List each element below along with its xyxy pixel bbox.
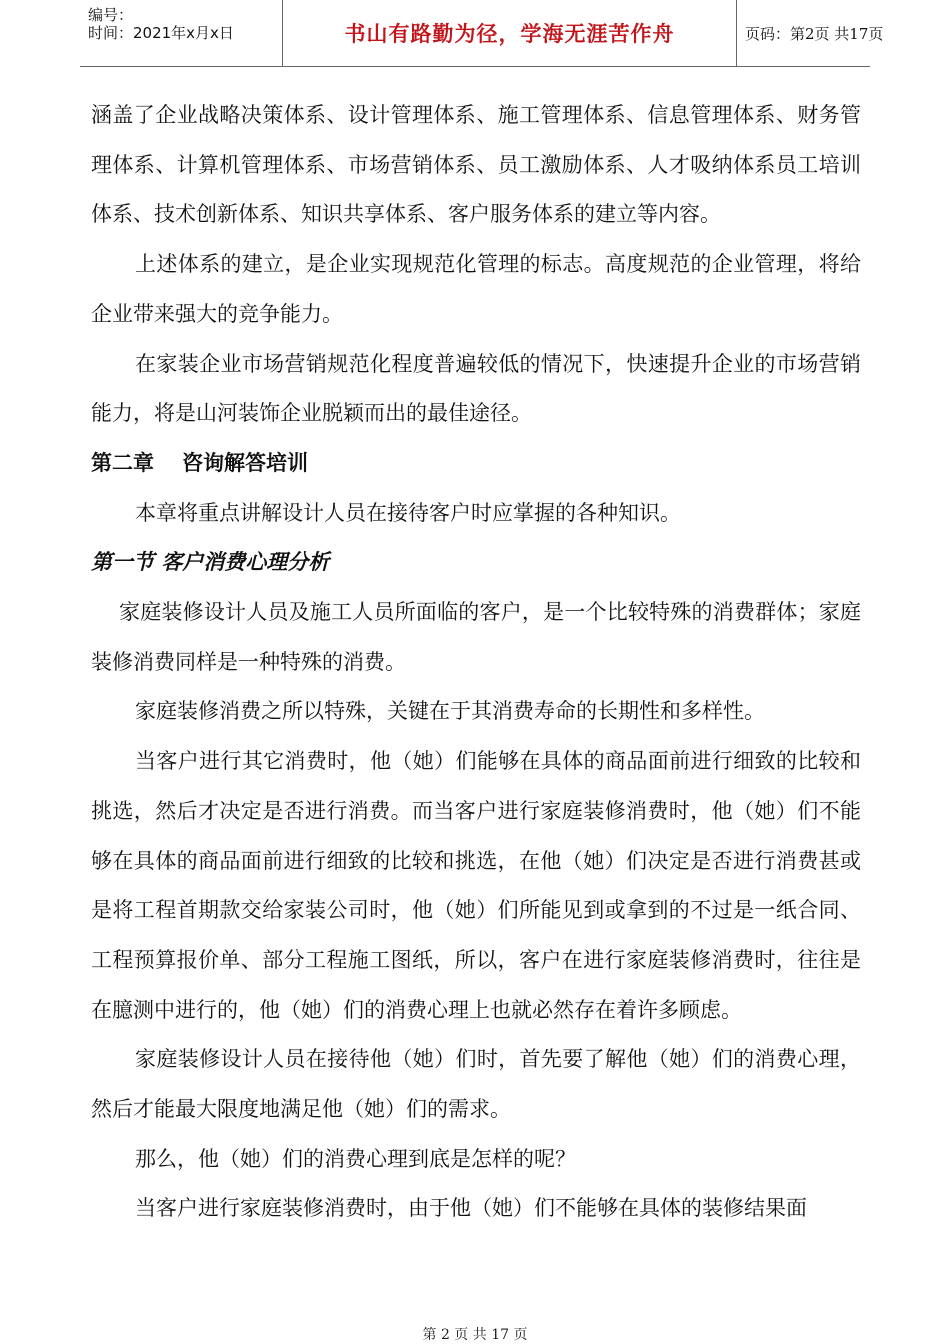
paragraph: 当客户进行其它消费时，他（她）们能够在具体的商品面前进行细致的比较和挑选，然后才决定是否进行消费。而当客户进行家庭装修消费时，他（她）们不能够在具体的商品面前进行细致的比较和挑选，在他（她）们决定是否进行消费甚或是将工程首期款交给家装公司时，他（她）们所能见到或拿到的不过是一纸合同、工程预算报价单、部分工程施工图纸，所以，客户在进行家庭装修消费时，往往是在臆测中进行的，他（她）们的消费心理上也就必然存在着许多顾虑。 bbox=[91, 749, 861, 1022]
chapter-heading bbox=[91, 439, 861, 489]
section-number: 第一节 bbox=[91, 550, 154, 575]
document-number-label: 编号： bbox=[88, 6, 134, 24]
document-body bbox=[91, 91, 861, 1234]
header-meta-cell bbox=[80, 0, 282, 66]
chapter-title: 咨询解答培训 bbox=[182, 450, 308, 475]
paragraph: 在家装企业市场营销规范化程度普遍较低的情况下，快速提升企业的市场营销能力，将是山河装饰企业脱颖而出的最佳途径。 bbox=[91, 351, 861, 426]
header-motto-cell bbox=[282, 0, 737, 66]
header-motto: 书山有路勤为径，学海无涯苦作舟 bbox=[344, 21, 675, 46]
page-header bbox=[80, 0, 884, 67]
chapter-number: 第二章 bbox=[91, 450, 154, 475]
section-title: 客户消费心理分析 bbox=[161, 550, 330, 575]
paragraph: 家庭装修设计人员在接待他（她）们时，首先要了解他（她）们的消费心理，然后才能最大限度地满足他（她）们的需求。 bbox=[91, 1047, 861, 1122]
page-footer: 第 2 页 共 17 页 bbox=[422, 1327, 528, 1343]
paragraph: 当客户进行家庭装修消费时，由于他（她）们不能够在具体的装修结果面 bbox=[135, 1196, 807, 1221]
paragraph: 家庭装修设计人员及施工人员所面临的客户，是一个比较特殊的消费群体；家庭装修消费同样是一种特殊的消费。 bbox=[91, 600, 861, 674]
header-page-cell bbox=[735, 0, 884, 66]
header-page-info: 页码：第2页 共17页 bbox=[745, 25, 884, 43]
paragraph: 本章将重点讲解设计人员在接待客户时应掌握的各种知识。 bbox=[135, 500, 681, 525]
section-heading bbox=[91, 538, 861, 588]
paragraph: 那么，他（她）们的消费心理到底是怎样的呢？ bbox=[135, 1146, 576, 1171]
document-time-label: 时间：2021年x月x日 bbox=[88, 24, 234, 42]
paragraph: 上述体系的建立，是企业实现规范化管理的标志。高度规范的企业管理，将给企业带来强大的竞争能力。 bbox=[91, 252, 861, 326]
paragraph: 涵盖了企业战略决策体系、设计管理体系、施工管理体系、信息管理体系、财务管理体系、计算机管理体系、市场营销体系、员工激励体系、人才吸纳体系员工培训体系、技术创新体系、知识共享体系、客户服务体系的建立等内容。 bbox=[91, 103, 861, 227]
paragraph: 家庭装修消费之所以特殊，关键在于其消费寿命的长期性和多样性。 bbox=[135, 699, 765, 724]
